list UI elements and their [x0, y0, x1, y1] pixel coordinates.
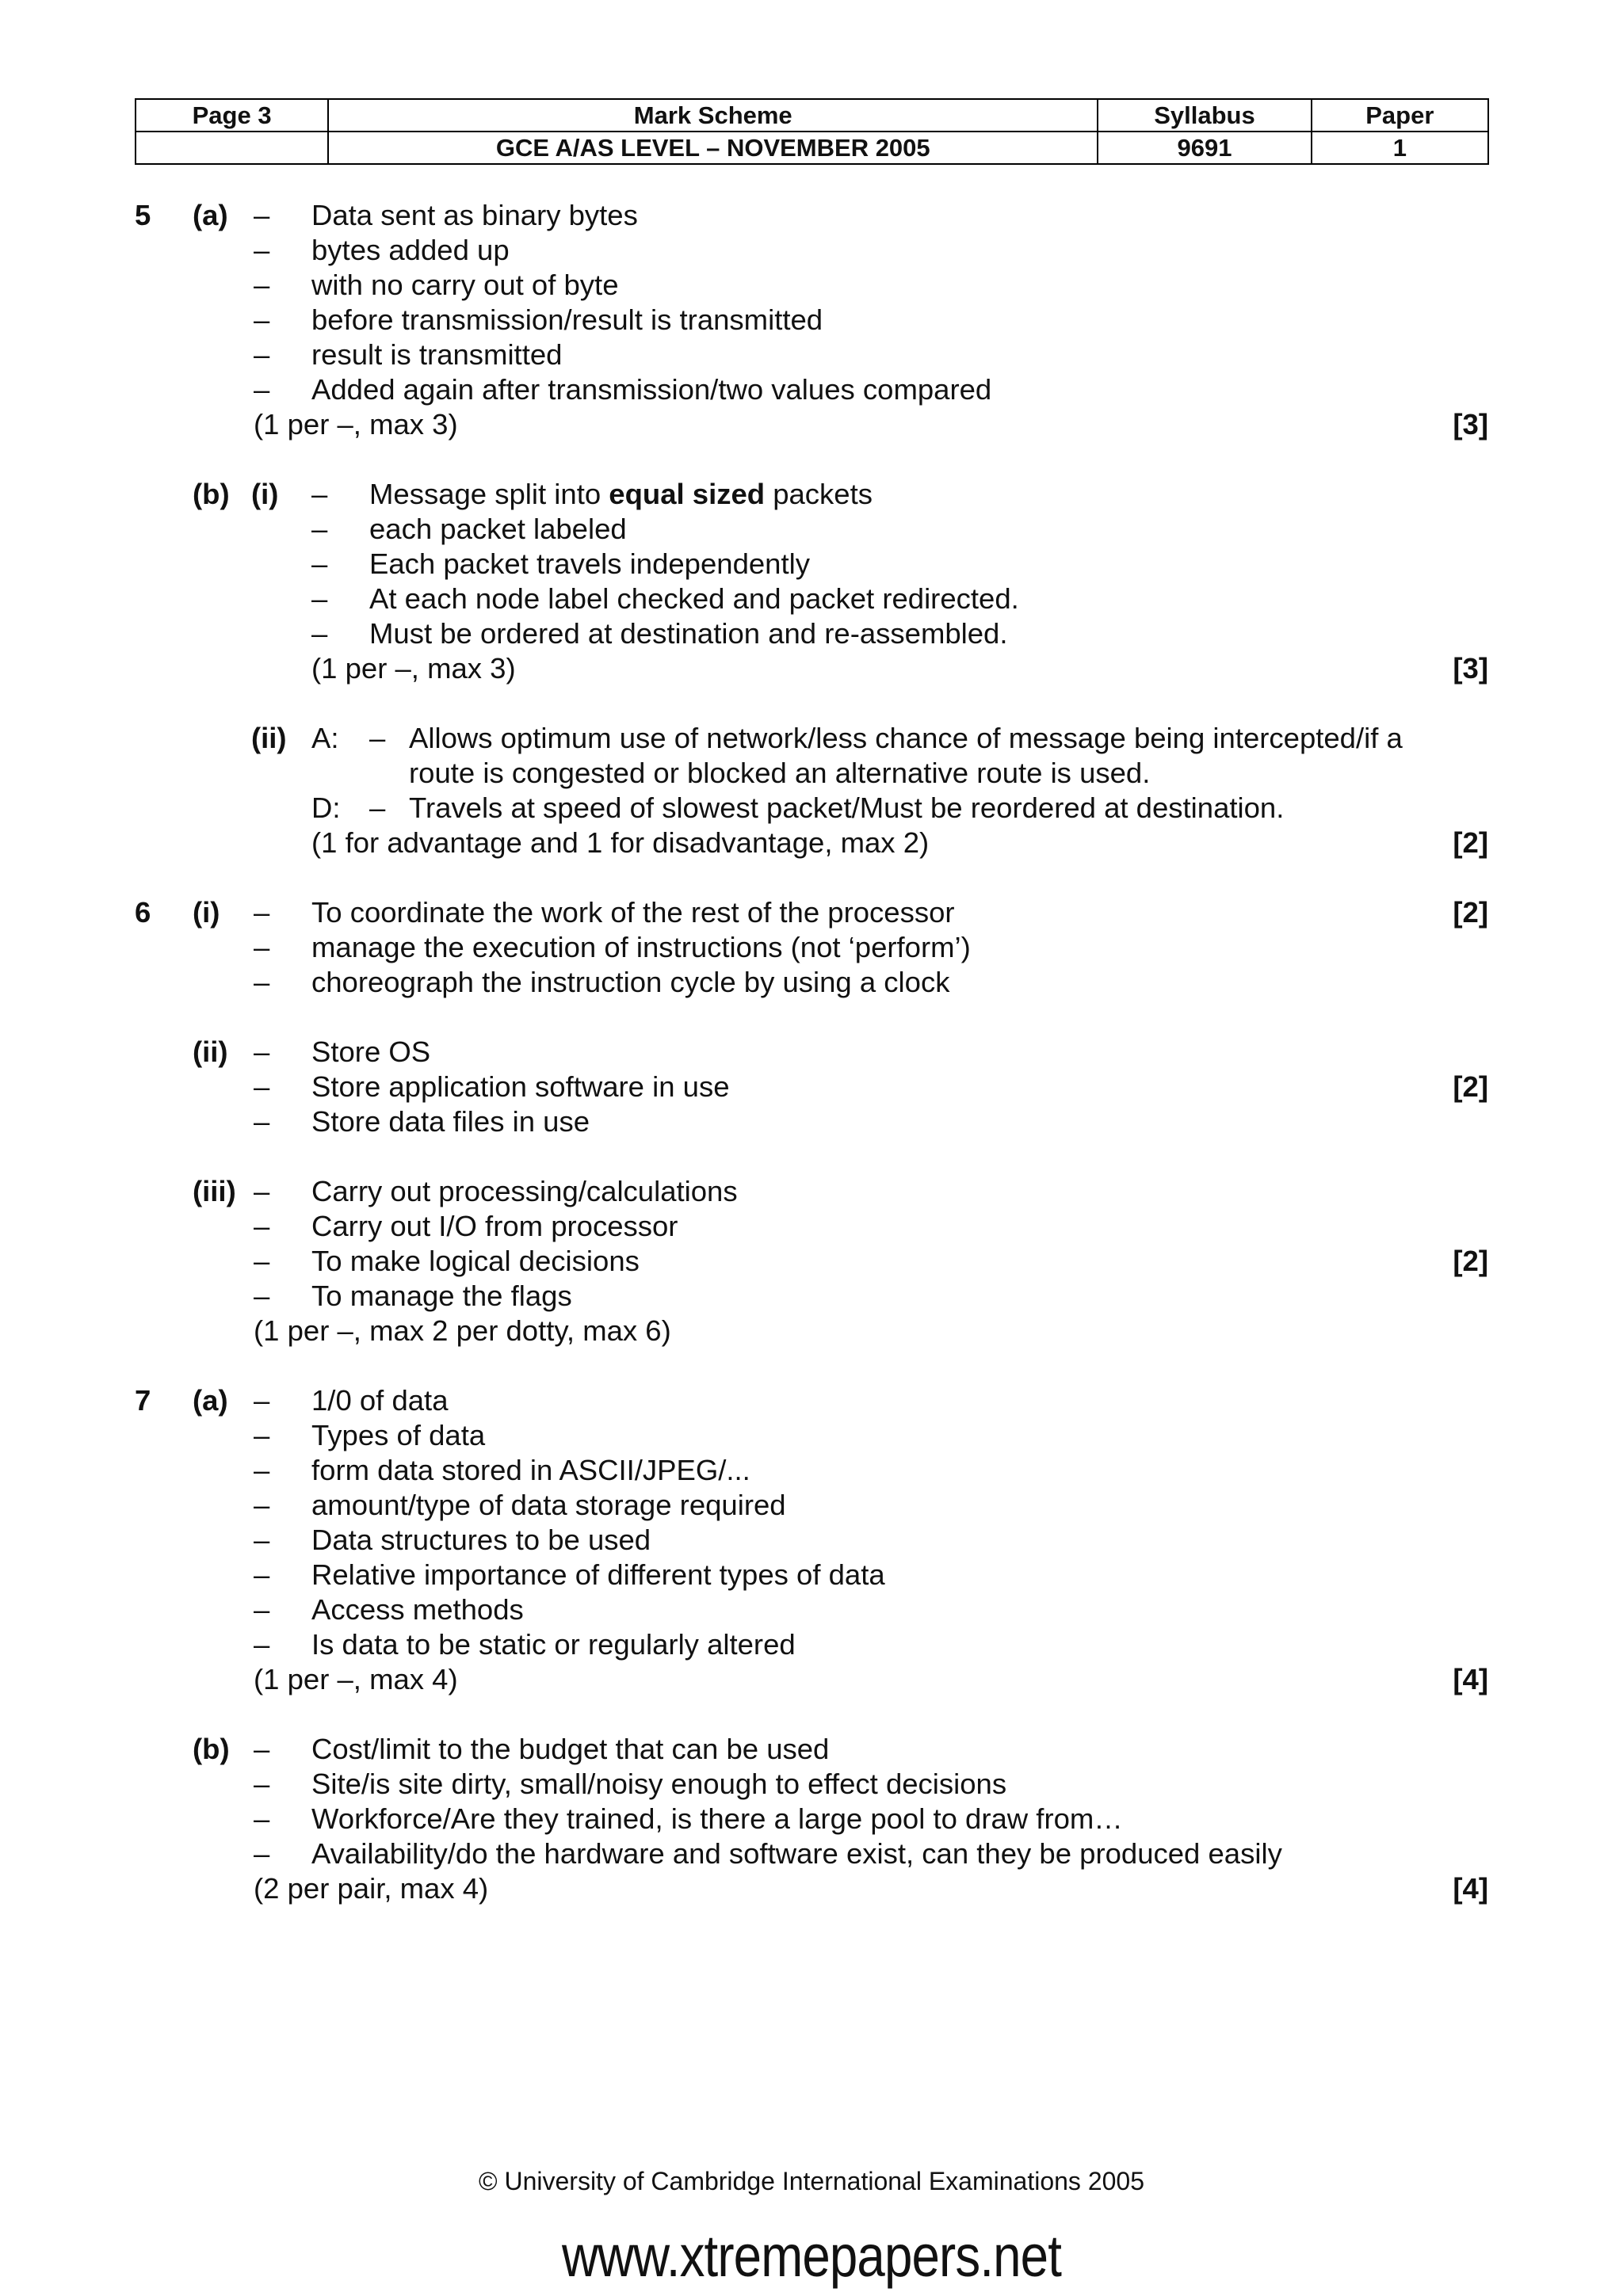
q6iii-point-1: [0, 1174, 1623, 1209]
dash: –: [311, 478, 328, 510]
q5a-point-5: [0, 338, 1623, 372]
q7a-point-8: [0, 1627, 1623, 1662]
point-text: Carry out processing/calculations: [311, 1175, 738, 1207]
watermark-url: www.xtremepapers.net: [561, 2223, 1062, 2289]
dash: –: [254, 373, 270, 406]
dash: –: [254, 1768, 270, 1800]
point-text: To coordinate the work of the rest of the processor: [311, 896, 955, 929]
part-label: (a): [193, 1384, 228, 1417]
paper-number: 1: [1312, 132, 1488, 164]
point-text: Is data to be static or regularly altered: [311, 1628, 796, 1661]
q5bi-point-2: [0, 512, 1623, 547]
dash: –: [254, 1593, 270, 1626]
point-text: route is congested or blocked an alternative route is used.: [409, 757, 1151, 789]
part-label: (i): [193, 896, 220, 929]
q5bii-advantage: [0, 721, 1623, 756]
dash: –: [254, 303, 270, 336]
dash: –: [311, 513, 328, 545]
question-number: 6: [135, 896, 151, 929]
q6i-point-1: [0, 895, 1623, 930]
mark-allocation: [4]: [1453, 1663, 1488, 1695]
point-text: Allows optimum use of network/less chance of message being intercepted/if a: [409, 722, 1403, 754]
paper-label: Paper: [1312, 99, 1488, 132]
point-text: Data structures to be used: [311, 1524, 651, 1556]
disadvantage-label: D:: [311, 791, 341, 824]
point-text: Each packet travels independently: [369, 547, 810, 580]
dash: –: [254, 1733, 270, 1765]
q7b-point-2: [0, 1767, 1623, 1802]
part-label: (b): [193, 1733, 230, 1765]
dash: –: [254, 1837, 270, 1870]
q6i-point-2: [0, 930, 1623, 965]
q5bi-point-1: [0, 477, 1623, 512]
part-label: (b): [193, 478, 230, 510]
q5bi-point-4: [0, 582, 1623, 616]
dash: –: [254, 1628, 270, 1661]
dash: –: [254, 966, 270, 998]
point-text: 1/0 of data: [311, 1384, 449, 1417]
mark-allocation: [2]: [1453, 1070, 1488, 1103]
mark-note: (2 per pair, max 4): [254, 1872, 489, 1905]
part-label: (iii): [193, 1175, 236, 1207]
point-text: [369, 477, 873, 512]
q7a-point-5: [0, 1523, 1623, 1558]
q6iii-point-4: [0, 1279, 1623, 1314]
q6ii-point-1: [0, 1035, 1623, 1070]
q6iii-note-row: [0, 1314, 1623, 1348]
emphasis-text: equal sized: [609, 478, 766, 510]
syllabus-label: Syllabus: [1098, 99, 1311, 132]
dash: –: [311, 617, 328, 650]
point-text: Relative importance of different types of data: [311, 1558, 885, 1591]
point-text: Must be ordered at destination and re-assembled.: [369, 617, 1008, 650]
point-text: Workforce/Are they trained, is there a large pool to draw from…: [311, 1802, 1123, 1835]
point-text: with no carry out of byte: [311, 269, 619, 301]
subpart-label: (ii): [251, 722, 287, 754]
dash: –: [254, 1245, 270, 1277]
page-number: Page 3: [136, 99, 328, 132]
point-text-start: Message split into: [369, 478, 609, 510]
dash: –: [254, 1419, 270, 1451]
point-text: manage the execution of instructions (not ‘perform’): [311, 931, 971, 963]
q7a-point-1: [0, 1383, 1623, 1418]
mark-allocation: [2]: [1453, 1245, 1488, 1277]
mark-note: (1 per –, max 3): [254, 408, 458, 441]
mark-allocation: [3]: [1453, 652, 1488, 685]
dash: –: [254, 1489, 270, 1521]
mark-note: (1 per –, max 4): [254, 1663, 458, 1695]
q7b-point-1: [0, 1732, 1623, 1767]
point-text: choreograph the instruction cycle by using a clock: [311, 966, 950, 998]
q7b-note-row: [0, 1871, 1623, 1906]
q5a-point-3: [0, 268, 1623, 303]
dash: –: [254, 338, 270, 371]
q6iii-point-2: [0, 1209, 1623, 1244]
dash: –: [254, 1384, 270, 1417]
point-text: To manage the flags: [311, 1280, 572, 1312]
q7a-point-7: [0, 1592, 1623, 1627]
syllabus-code: 9691: [1098, 132, 1311, 164]
mark-allocation: [2]: [1453, 826, 1488, 859]
dash: –: [254, 234, 270, 266]
dash: –: [254, 1210, 270, 1242]
dash: –: [254, 1070, 270, 1103]
point-text: amount/type of data storage required: [311, 1489, 786, 1521]
point-text: At each node label checked and packet redirected.: [369, 582, 1019, 615]
q5a-point-2: [0, 233, 1623, 268]
dash: –: [254, 1802, 270, 1835]
point-text: Access methods: [311, 1593, 524, 1626]
mark-allocation: [2]: [1453, 896, 1488, 929]
question-number: 5: [135, 199, 151, 231]
q7a-point-2: [0, 1418, 1623, 1453]
q7a-point-6: [0, 1558, 1623, 1592]
dash: –: [254, 199, 270, 231]
q5a-point-6: [0, 372, 1623, 407]
q6ii-point-2: [0, 1070, 1623, 1104]
dash: –: [311, 547, 328, 580]
point-text: Travels at speed of slowest packet/Must be reordered at destination.: [409, 791, 1285, 824]
dash: –: [254, 1035, 270, 1068]
mark-note: (1 per –, max 2 per dotty, max 6): [254, 1314, 671, 1347]
point-text: bytes added up: [311, 234, 510, 266]
dash: –: [369, 722, 386, 754]
part-label: (ii): [193, 1035, 228, 1068]
q6iii-point-3: [0, 1244, 1623, 1279]
point-text: before transmission/result is transmitted: [311, 303, 823, 336]
point-text: To make logical decisions: [311, 1245, 640, 1277]
dash: –: [254, 1175, 270, 1207]
dash: –: [254, 269, 270, 301]
subpart-label: (i): [251, 478, 279, 510]
dash: –: [254, 1280, 270, 1312]
question-number: 7: [135, 1384, 151, 1417]
point-text: result is transmitted: [311, 338, 563, 371]
dash: –: [311, 582, 328, 615]
point-text: Store application software in use: [311, 1070, 730, 1103]
q5a-note-row: [0, 407, 1623, 442]
point-text: form data stored in ASCII/JPEG/...: [311, 1454, 750, 1486]
point-text: Store OS: [311, 1035, 431, 1068]
q5bii-disadvantage: [0, 791, 1623, 826]
q7a-point-4: [0, 1488, 1623, 1523]
q7b-point-3: [0, 1802, 1623, 1836]
mark-note: (1 per –, max 3): [311, 652, 516, 685]
dash: –: [254, 896, 270, 929]
q7a-point-3: [0, 1453, 1623, 1488]
q5bii-advantage-cont: [0, 756, 1623, 791]
q5a-point-1: [0, 198, 1623, 233]
q6ii-point-3: [0, 1104, 1623, 1139]
document-title: Mark Scheme: [328, 99, 1098, 132]
mark-note: (1 for advantage and 1 for disadvantage, max 2): [311, 826, 930, 859]
point-text: Carry out I/O from processor: [311, 1210, 678, 1242]
dash: –: [254, 1454, 270, 1486]
dash: –: [254, 931, 270, 963]
dash: –: [369, 791, 386, 824]
q5a-point-4: [0, 303, 1623, 338]
dash: –: [254, 1558, 270, 1591]
point-text: Data sent as binary bytes: [311, 199, 638, 231]
q5bi-point-3: [0, 547, 1623, 582]
q7b-point-4: [0, 1836, 1623, 1871]
point-text: Added again after transmission/two values compared: [311, 373, 992, 406]
point-text: Store data files in use: [311, 1105, 590, 1138]
point-text: Cost/limit to the budget that can be used: [311, 1733, 830, 1765]
q5bii-note-row: [0, 826, 1623, 860]
q5bi-note-row: [0, 651, 1623, 686]
advantage-label: A:: [311, 722, 339, 754]
point-text: Availability/do the hardware and software exist, can they be produced easily: [311, 1837, 1282, 1870]
part-label: (a): [193, 199, 228, 231]
point-text: Site/is site dirty, small/noisy enough to effect decisions: [311, 1768, 1007, 1800]
q7a-note-row: [0, 1662, 1623, 1697]
copyright-footer: © University of Cambridge International Examinations 2005: [479, 2167, 1144, 2195]
q6i-point-3: [0, 965, 1623, 1000]
exam-name: GCE A/AS LEVEL – NOVEMBER 2005: [328, 132, 1098, 164]
q5bi-point-5: [0, 616, 1623, 651]
point-text: each packet labeled: [369, 513, 627, 545]
point-text-end: packets: [765, 478, 873, 510]
mark-allocation: [3]: [1453, 408, 1488, 441]
dash: –: [254, 1105, 270, 1138]
mark-allocation: [4]: [1453, 1872, 1488, 1905]
point-text: Types of data: [311, 1419, 486, 1451]
dash: –: [254, 1524, 270, 1556]
